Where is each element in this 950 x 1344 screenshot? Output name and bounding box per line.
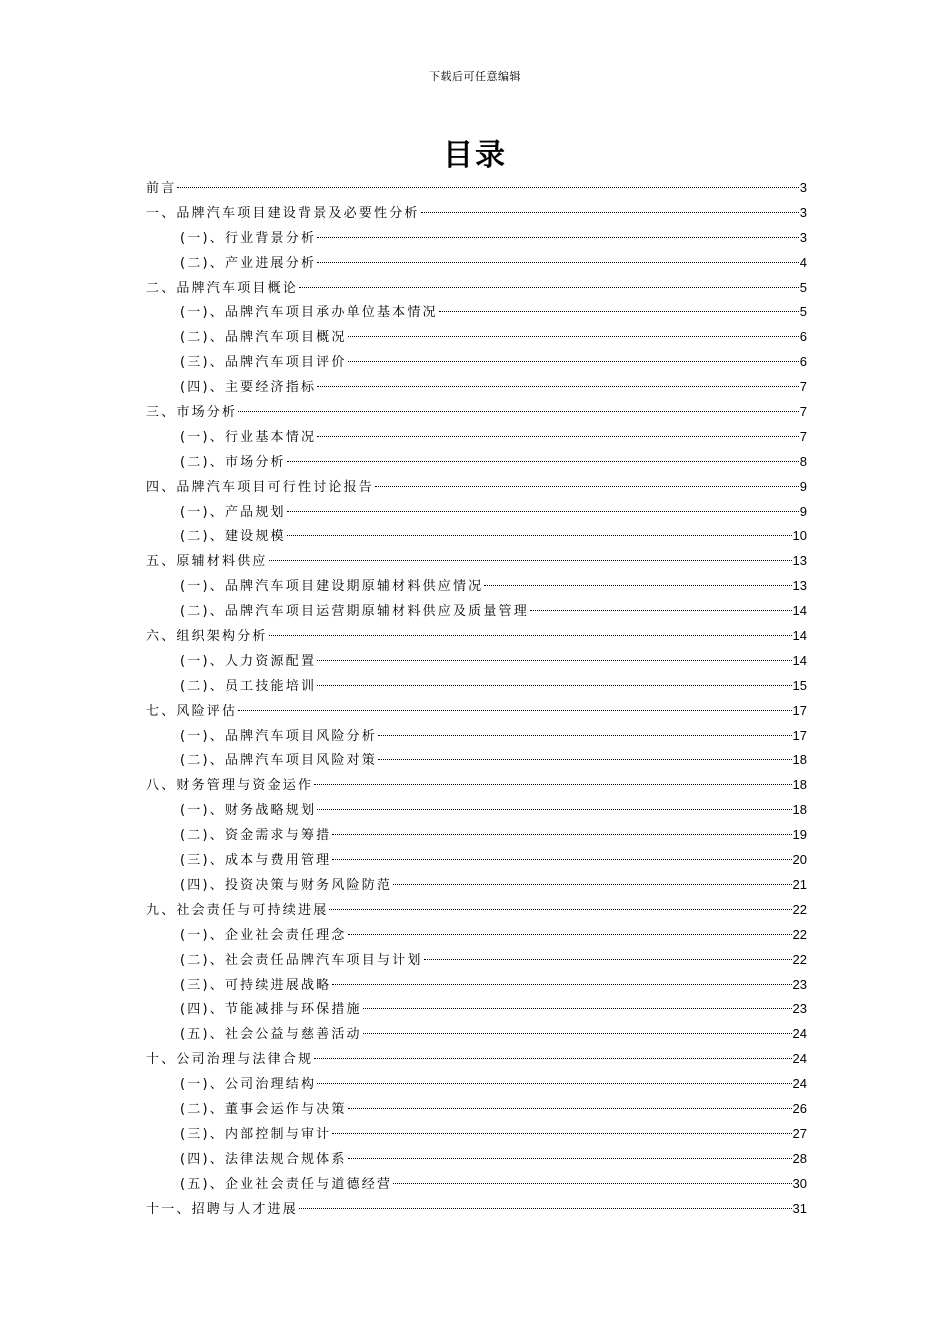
toc-entry-label: (二)、资金需求与筹措 — [180, 828, 332, 844]
toc-leader-dots — [287, 535, 792, 536]
toc-entry[interactable] — [146, 1097, 807, 1122]
toc-page-number: 9 — [799, 503, 807, 519]
toc-entry-label: (四)、节能减排与环保措施 — [180, 1002, 362, 1018]
toc-entry[interactable] — [146, 375, 807, 400]
toc-entry-label: (二)、董事会运作与决策 — [180, 1101, 347, 1117]
toc-entry[interactable] — [146, 574, 807, 599]
toc-entry[interactable] — [146, 674, 807, 699]
toc-page-number: 28 — [792, 1150, 807, 1166]
toc-entry-label: (一)、产品规划 — [180, 504, 286, 520]
toc-entry[interactable] — [146, 1172, 807, 1197]
toc-entry-label: (二)、产业进展分析 — [180, 255, 317, 271]
toc-entry[interactable] — [146, 599, 807, 624]
toc-page-number: 6 — [799, 354, 807, 370]
toc-page-number: 23 — [792, 1001, 807, 1017]
toc-entry-label: 三、市场分析 — [146, 405, 238, 421]
toc-entry[interactable] — [146, 400, 807, 425]
toc-page-number: 20 — [792, 852, 807, 868]
toc-entry-label: (二)、品牌汽车项目运营期原辅材料供应及质量管理 — [180, 604, 529, 620]
toc-page-number: 14 — [792, 628, 807, 644]
toc-entry-label: (一)、公司治理结构 — [180, 1077, 317, 1093]
toc-entry[interactable] — [146, 773, 807, 798]
toc-page-number: 7 — [799, 428, 807, 444]
toc-entry[interactable] — [146, 276, 807, 301]
toc-leader-dots — [348, 1158, 792, 1159]
toc-entry-label: 四、品牌汽车项目可行性讨论报告 — [146, 479, 375, 495]
toc-entry-label: 八、财务管理与资金运作 — [146, 778, 314, 794]
toc-page-number: 13 — [792, 578, 807, 594]
toc-page-number: 3 — [799, 204, 807, 220]
toc-entry-label: 五、原辅材料供应 — [146, 554, 268, 570]
toc-page-number: 18 — [792, 777, 807, 793]
toc-leader-dots — [348, 1108, 792, 1109]
toc-page-number: 10 — [792, 528, 807, 544]
toc-entry[interactable] — [146, 300, 807, 325]
toc-leader-dots — [317, 660, 791, 661]
toc-entry[interactable] — [146, 997, 807, 1022]
toc-entry-label: (三)、内部控制与审计 — [180, 1126, 332, 1142]
toc-list — [146, 176, 807, 1221]
toc-entry-label: (二)、员工技能培训 — [180, 678, 317, 694]
toc-leader-dots — [332, 1133, 791, 1134]
toc-entry-label: 九、社会责任与可持续进展 — [146, 902, 329, 918]
toc-entry-label: (五)、企业社会责任与道德经营 — [180, 1176, 393, 1192]
toc-page-number: 22 — [792, 926, 807, 942]
toc-entry-label: (五)、社会公益与慈善活动 — [180, 1027, 362, 1043]
toc-page-number: 24 — [792, 1051, 807, 1067]
toc-leader-dots — [530, 610, 792, 611]
toc-page-number: 24 — [792, 1026, 807, 1042]
toc-page-number: 13 — [792, 553, 807, 569]
toc-entry[interactable] — [146, 500, 807, 525]
toc-leader-dots — [332, 984, 791, 985]
toc-leader-dots — [299, 1208, 792, 1209]
toc-leader-dots — [329, 909, 791, 910]
toc-page-number: 6 — [799, 329, 807, 345]
toc-page-number: 3 — [799, 229, 807, 245]
toc-entry[interactable] — [146, 176, 807, 201]
toc-entry[interactable] — [146, 350, 807, 375]
toc-page-number: 14 — [792, 652, 807, 668]
toc-page-number: 9 — [799, 478, 807, 494]
toc-leader-dots — [317, 809, 791, 810]
toc-leader-dots — [317, 237, 799, 238]
toc-entry[interactable] — [146, 450, 807, 475]
toc-leader-dots — [314, 1058, 791, 1059]
toc-entry[interactable] — [146, 823, 807, 848]
toc-entry[interactable] — [146, 923, 807, 948]
toc-entry[interactable] — [146, 251, 807, 276]
toc-leader-dots — [332, 834, 791, 835]
toc-entry-label: (三)、可持续进展战略 — [180, 977, 332, 993]
toc-leader-dots — [317, 436, 799, 437]
toc-entry-label: (四)、主要经济指标 — [180, 380, 317, 396]
toc-leader-dots — [348, 934, 792, 935]
toc-entry-label: 十、公司治理与法律合规 — [146, 1052, 314, 1068]
toc-entry[interactable] — [146, 1047, 807, 1072]
toc-entry-label: 一、品牌汽车项目建设背景及必要性分析 — [146, 205, 420, 221]
toc-entry-label: (二)、品牌汽车项目风险对策 — [180, 753, 377, 769]
toc-leader-dots — [421, 212, 799, 213]
toc-page-number: 18 — [792, 752, 807, 768]
toc-leader-dots — [393, 1183, 791, 1184]
toc-entry-label: (二)、建设规模 — [180, 529, 286, 545]
toc-entry-label: (一)、财务战略规划 — [180, 803, 317, 819]
toc-leader-dots — [238, 710, 791, 711]
toc-entry[interactable] — [146, 475, 807, 500]
toc-page-number: 24 — [792, 1076, 807, 1092]
toc-page-number: 8 — [799, 453, 807, 469]
toc-entry[interactable] — [146, 873, 807, 898]
toc-entry[interactable] — [146, 1072, 807, 1097]
toc-page-number: 26 — [792, 1100, 807, 1116]
toc-entry-label: 十一、招聘与人才进展 — [146, 1201, 299, 1217]
toc-entry-label: (二)、社会责任品牌汽车项目与计划 — [180, 952, 423, 968]
toc-page-number: 23 — [792, 976, 807, 992]
toc-leader-dots — [269, 560, 792, 561]
toc-entry[interactable] — [146, 1197, 807, 1222]
toc-entry[interactable] — [146, 973, 807, 998]
toc-entry[interactable] — [146, 724, 807, 749]
toc-leader-dots — [238, 411, 799, 412]
toc-page-number: 4 — [799, 254, 807, 270]
toc-leader-dots — [317, 262, 799, 263]
toc-leader-dots — [378, 735, 792, 736]
toc-entry[interactable] — [146, 425, 807, 450]
toc-page-number: 5 — [799, 279, 807, 295]
toc-entry[interactable] — [146, 848, 807, 873]
toc-page-number: 27 — [792, 1125, 807, 1141]
toc-entry-label: (三)、品牌汽车项目评价 — [180, 355, 347, 371]
toc-page-number: 21 — [792, 876, 807, 892]
toc-entry-label: 六、组织架构分析 — [146, 629, 268, 645]
toc-leader-dots — [287, 511, 799, 512]
toc-entry-label: 七、风险评估 — [146, 703, 238, 719]
toc-entry[interactable] — [146, 649, 807, 674]
toc-entry-label: (一)、人力资源配置 — [180, 653, 317, 669]
toc-leader-dots — [299, 287, 799, 288]
toc-entry[interactable] — [146, 226, 807, 251]
toc-page-number: 19 — [792, 827, 807, 843]
toc-entry-label: (四)、法律法规合规体系 — [180, 1151, 347, 1167]
toc-entry-label: 二、品牌汽车项目概论 — [146, 280, 299, 296]
toc-entry[interactable] — [146, 748, 807, 773]
toc-page-number: 22 — [792, 951, 807, 967]
toc-entry[interactable] — [146, 549, 807, 574]
toc-page-number: 3 — [799, 180, 807, 195]
toc-entry[interactable] — [146, 898, 807, 923]
toc-entry[interactable] — [146, 201, 807, 226]
toc-leader-dots — [375, 486, 799, 487]
toc-entry[interactable] — [146, 948, 807, 973]
toc-entry-label: (二)、品牌汽车项目概况 — [180, 330, 347, 346]
toc-entry-label: (一)、品牌汽车项目风险分析 — [180, 728, 377, 744]
toc-leader-dots — [317, 685, 791, 686]
toc-entry[interactable] — [146, 1022, 807, 1047]
toc-leader-dots — [287, 461, 799, 462]
toc-leader-dots — [424, 959, 792, 960]
toc-entry-label: (一)、品牌汽车项目承办单位基本情况 — [180, 305, 438, 321]
toc-entry-label: (一)、企业社会责任理念 — [180, 927, 347, 943]
toc-page-number: 7 — [799, 379, 807, 395]
toc-page-number: 31 — [792, 1200, 807, 1216]
toc-entry[interactable] — [146, 1147, 807, 1172]
toc-page-number: 30 — [792, 1175, 807, 1191]
toc-title: 目录 — [443, 138, 507, 173]
toc-page-number: 22 — [792, 901, 807, 917]
toc-entry[interactable] — [146, 524, 807, 549]
toc-leader-dots — [393, 884, 791, 885]
toc-leader-dots — [363, 1008, 792, 1009]
toc-leader-dots — [317, 386, 799, 387]
toc-entry-label: (一)、行业背景分析 — [180, 230, 317, 246]
toc-entry[interactable] — [146, 798, 807, 823]
toc-leader-dots — [348, 361, 799, 362]
toc-leader-dots — [484, 585, 791, 586]
toc-entry-label: (三)、成本与费用管理 — [180, 853, 332, 869]
toc-leader-dots — [439, 311, 799, 312]
toc-entry[interactable] — [146, 325, 807, 350]
toc-page-number: 18 — [792, 802, 807, 818]
toc-leader-dots — [348, 336, 799, 337]
toc-page-number: 17 — [792, 727, 807, 743]
toc-entry-label: (二)、市场分析 — [180, 454, 286, 470]
toc-leader-dots — [378, 759, 792, 760]
header-note: 下载后可任意编辑 — [429, 70, 521, 83]
toc-entry-label: 前言 — [146, 181, 177, 196]
toc-page-number: 7 — [799, 404, 807, 420]
toc-page-number: 17 — [792, 702, 807, 718]
toc-entry[interactable] — [146, 1122, 807, 1147]
toc-leader-dots — [269, 635, 792, 636]
toc-entry-label: (一)、行业基本情况 — [180, 429, 317, 445]
toc-leader-dots — [317, 1083, 791, 1084]
toc-entry[interactable] — [146, 699, 807, 724]
toc-leader-dots — [177, 187, 798, 188]
toc-leader-dots — [314, 784, 791, 785]
toc-leader-dots — [332, 859, 791, 860]
toc-leader-dots — [363, 1033, 792, 1034]
toc-entry-label: (四)、投资决策与财务风险防范 — [180, 877, 393, 893]
toc-page-number: 14 — [792, 603, 807, 619]
toc-page-number: 5 — [799, 304, 807, 320]
toc-entry[interactable] — [146, 624, 807, 649]
toc-entry-label: (一)、品牌汽车项目建设期原辅材料供应情况 — [180, 579, 484, 595]
toc-page-number: 15 — [792, 677, 807, 693]
